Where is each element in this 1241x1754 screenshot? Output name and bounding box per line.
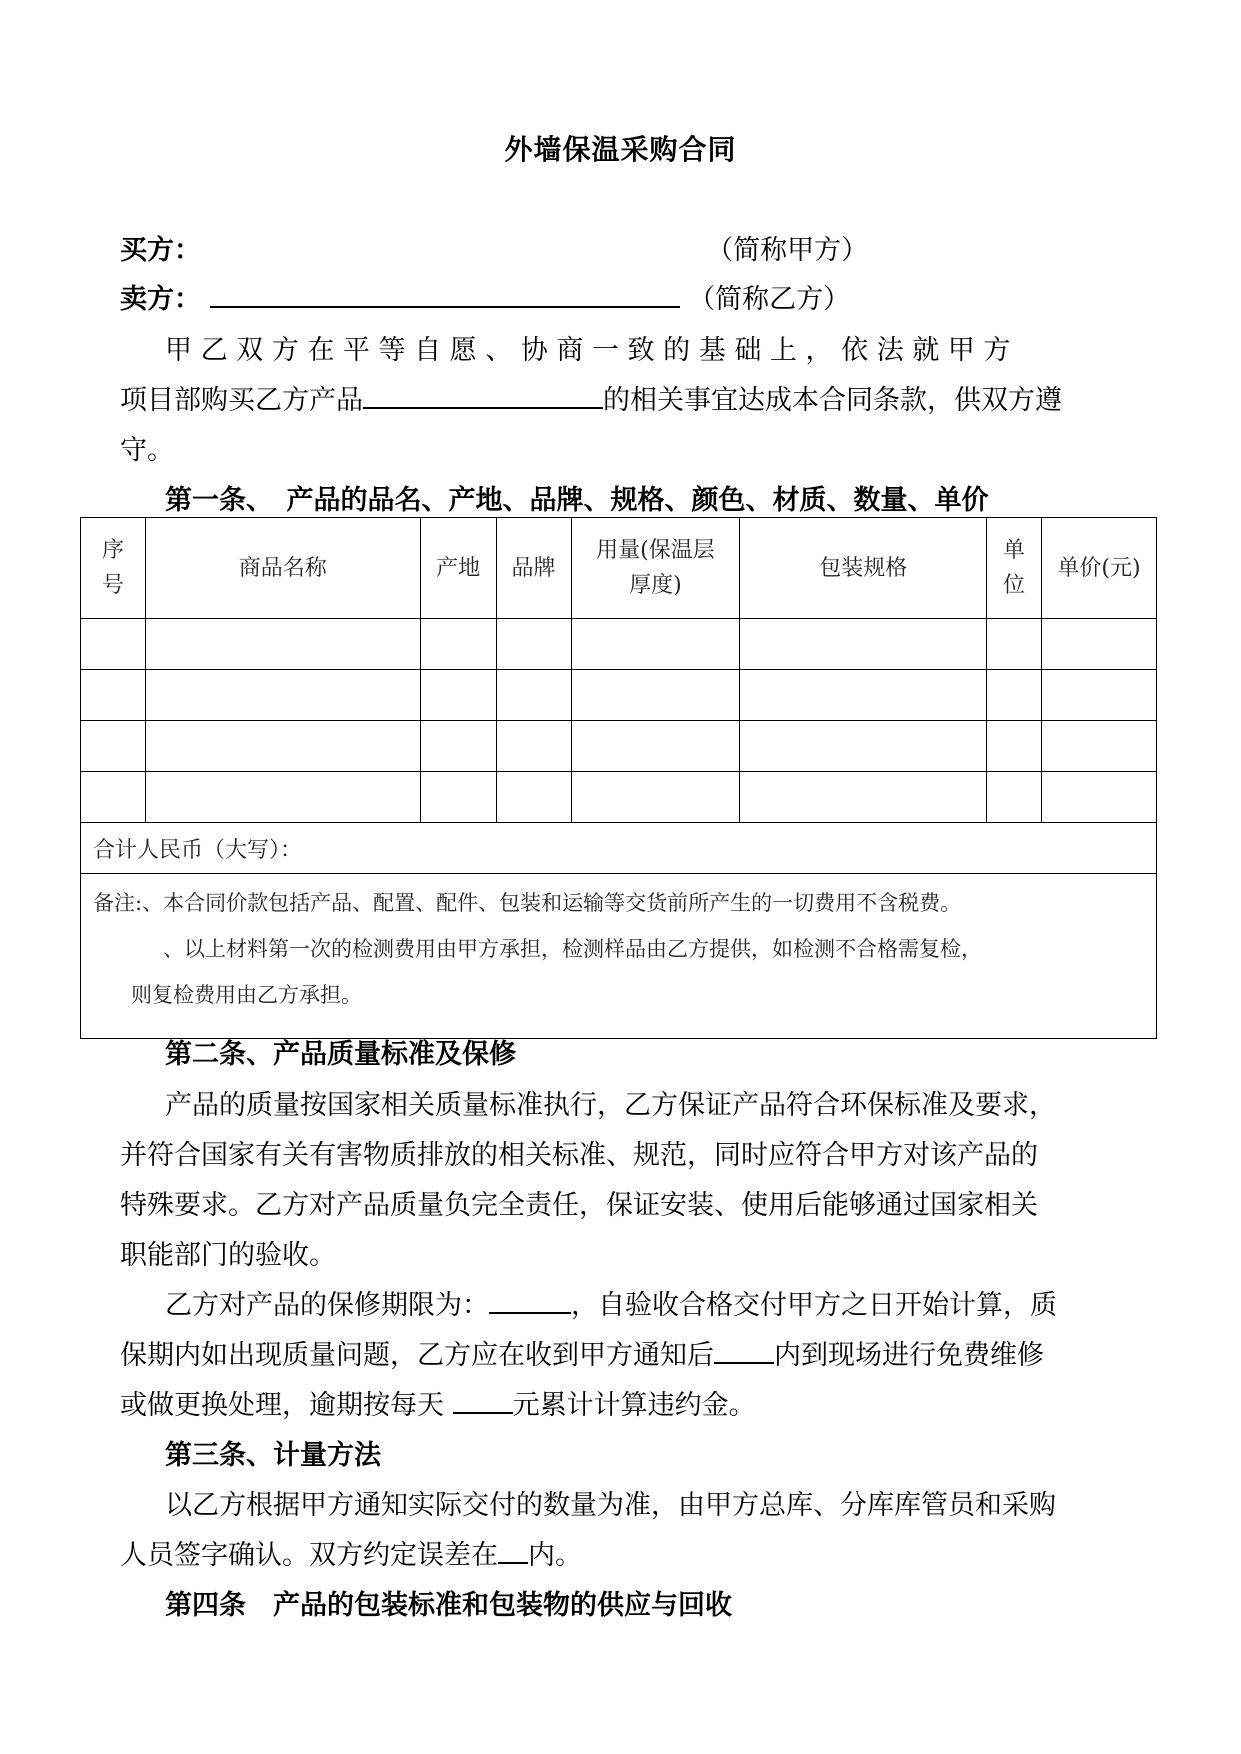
- col-brand-header: 品牌: [496, 518, 571, 619]
- seller-label: 卖方：: [120, 284, 201, 315]
- article2-p1-line3: 特殊要求。乙方对产品质量负完全责任，保证安装、使用后能够通过国家相关: [120, 1190, 1038, 1221]
- article3-heading: 第三条、计量方法: [165, 1440, 381, 1471]
- col-unit-header: 单 位: [987, 518, 1042, 619]
- col-no-header: 序 号: [81, 518, 146, 619]
- table-row: [81, 772, 1157, 823]
- intro-text-a: 项目部购买乙方产品: [120, 385, 363, 416]
- note-line-3: 则复检费用由乙方承担。: [131, 983, 362, 1007]
- note-line-1: 备注:、本合同价款包括产品、配置、配件、包装和运输等交货前所产生的一切费用不含税费。: [93, 891, 962, 915]
- article1-heading: 第一条、 产品的品名、产地、品牌、规格、颜色、材质、数量、单价: [165, 485, 989, 516]
- article2-p2-line1: 乙方对产品的保修期限为： ，自验收合格交付甲方之日开始计算，质: [165, 1290, 1057, 1321]
- seller-line: [120, 277, 850, 316]
- article2-p1-line1: 产品的质量按国家相关质量标准执行，乙方保证产品符合环保标准及要求，: [165, 1090, 1056, 1121]
- intro-text-b: 的相关事宜达成本合同条款，供双方遵: [603, 385, 1062, 416]
- buyer-suffix: （简称甲方）: [706, 235, 869, 266]
- product-table: [80, 517, 1157, 1039]
- response-time-blank: [714, 1340, 774, 1364]
- warranty-period-blank: [489, 1290, 571, 1314]
- table-row: [81, 721, 1157, 772]
- buyer-line: [120, 228, 868, 267]
- col-usage-header: 用量(保温层 厚度): [571, 518, 740, 619]
- total-label: 合计人民币（大写）：: [81, 823, 1157, 874]
- product-blank: [363, 385, 603, 409]
- table-row: [81, 670, 1157, 721]
- col-name-header: 商品名称: [145, 518, 420, 619]
- tolerance-blank: [498, 1540, 528, 1564]
- article2-p2-line2: 保期内如出现质量问题，乙方应在收到甲方通知后 内到现场进行免费维修: [120, 1340, 1044, 1371]
- notes-row: [81, 874, 1157, 1039]
- article2-heading: 第二条、产品质量标准及保修: [165, 1039, 516, 1070]
- table-row: [81, 619, 1157, 670]
- notes-cell: [81, 874, 1157, 1039]
- col-origin-header: 产地: [420, 518, 496, 619]
- total-row: [81, 823, 1157, 874]
- note-line-2: 、以上材料第一次的检测费用由甲方承担，检测样品由乙方提供，如检测不合格需复检，: [163, 937, 982, 961]
- table-header-row: [81, 518, 1157, 619]
- intro-line-1: 甲 乙 双 方 在 平 等 自 愿 、 协 商 一 致 的 基 础 上 ， 依 法 就 甲 方: [165, 335, 1011, 366]
- col-pack-header: 包装规格: [740, 518, 987, 619]
- document-title: 外墙保温采购合同: [504, 133, 737, 166]
- seller-suffix: （简称乙方）: [688, 284, 851, 315]
- seller-blank: [210, 284, 680, 308]
- article3-line2: 人员签字确认。双方约定误差在 内。: [120, 1540, 582, 1571]
- buyer-label: 买方：: [120, 235, 201, 266]
- article2-p1-line2: 并符合国家有关有害物质排放的相关标准、规范，同时应符合甲方对该产品的: [120, 1140, 1038, 1171]
- intro-line-2: [120, 378, 1062, 417]
- article2-p2-line3: 或做更换处理，逾期按每天 元累计计算违约金。: [120, 1390, 756, 1421]
- article3-line1: 以乙方根据甲方通知实际交付的数量为准，由甲方总库、分库库管员和采购: [165, 1490, 1056, 1521]
- col-price-header: 单价(元): [1042, 518, 1157, 619]
- article2-p1-line4: 职能部门的验收。: [120, 1240, 336, 1271]
- intro-line-3: 守。: [120, 435, 174, 466]
- article4-heading: 第四条 产品的包装标准和包装物的供应与回收: [165, 1590, 732, 1621]
- penalty-amount-blank: [453, 1390, 513, 1414]
